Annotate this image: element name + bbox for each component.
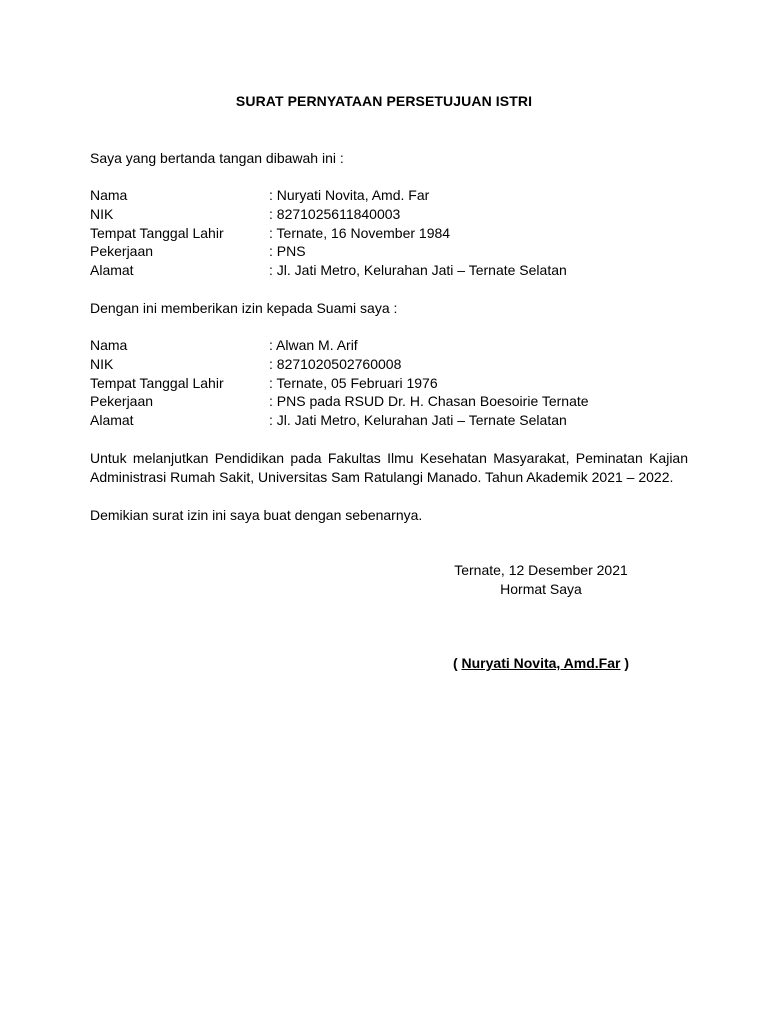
wife-name-row — [90, 186, 688, 205]
field-value: : 8271025611840003 — [269, 205, 401, 222]
field-value: : Jl. Jati Metro, Kelurahan Jati – Ternate Selatan — [269, 262, 567, 279]
husband-name-row — [90, 336, 688, 355]
wife-nik-row — [90, 205, 688, 224]
field-label: Tempat Tanggal Lahir — [90, 224, 224, 241]
field-value: : PNS pada RSUD Dr. H. Chasan Boesoirie Ternate — [269, 393, 589, 410]
field-value: : Nuryati Novita, Amd. Far — [269, 187, 430, 203]
wife-identity-block — [90, 186, 688, 280]
field-label: NIK — [90, 355, 114, 372]
purpose-paragraph: Untuk melanjutkan Pendidikan pada Fakultas Ilmu Kesehatan Masyarakat, Peminatan Kajian Administrasi Rumah Sakit, Universitas Sam Ratulangi Manado. Tahun Akademik 2021 – 2022. — [90, 450, 688, 485]
field-value: : Alwan M. Arif — [269, 337, 358, 353]
closing-statement: Demikian surat izin ini saya buat dengan sebenarnya. — [90, 507, 423, 523]
signature-open-paren: ( — [452, 655, 462, 671]
field-value: : Ternate, 16 November 1984 — [269, 224, 451, 241]
field-label: NIK — [90, 205, 114, 222]
field-label: Tempat Tanggal Lahir — [90, 374, 224, 391]
signature-close-paren: ) — [620, 655, 630, 671]
husband-identity-block — [90, 336, 688, 430]
husband-address-row — [90, 411, 688, 430]
wife-occupation-row — [90, 242, 688, 261]
field-label: Pekerjaan — [90, 243, 154, 260]
field-value: : Ternate, 05 Februari 1976 — [269, 374, 438, 391]
field-label: Nama — [90, 187, 128, 203]
letter-title: SURAT PERNYATAAN PERSETUJUAN ISTRI — [235, 93, 533, 109]
field-value: : Jl. Jati Metro, Kelurahan Jati – Ternate Selatan — [269, 412, 567, 429]
field-value: : 8271020502760008 — [269, 355, 402, 372]
wife-birth-row — [90, 224, 688, 243]
field-label: Alamat — [90, 412, 134, 429]
husband-occupation-row — [90, 392, 688, 411]
permission-intro-text: Dengan ini memberikan izin kepada Suami saya : — [90, 300, 398, 316]
field-label: Pekerjaan — [90, 393, 154, 410]
field-label: Alamat — [90, 262, 134, 279]
husband-birth-row — [90, 374, 688, 393]
field-value: : PNS — [269, 243, 306, 260]
intro-text: Saya yang bertanda tangan dibawah ini : — [90, 150, 344, 166]
wife-address-row — [90, 261, 688, 280]
regards-text: Hormat Saya — [500, 581, 582, 597]
place-date: Ternate, 12 Desember 2021 — [454, 562, 628, 578]
husband-nik-row — [90, 355, 688, 374]
field-label: Nama — [90, 337, 128, 353]
signature-block — [420, 654, 662, 673]
signature-name: Nuryati Novita, Amd.Far — [461, 655, 621, 671]
